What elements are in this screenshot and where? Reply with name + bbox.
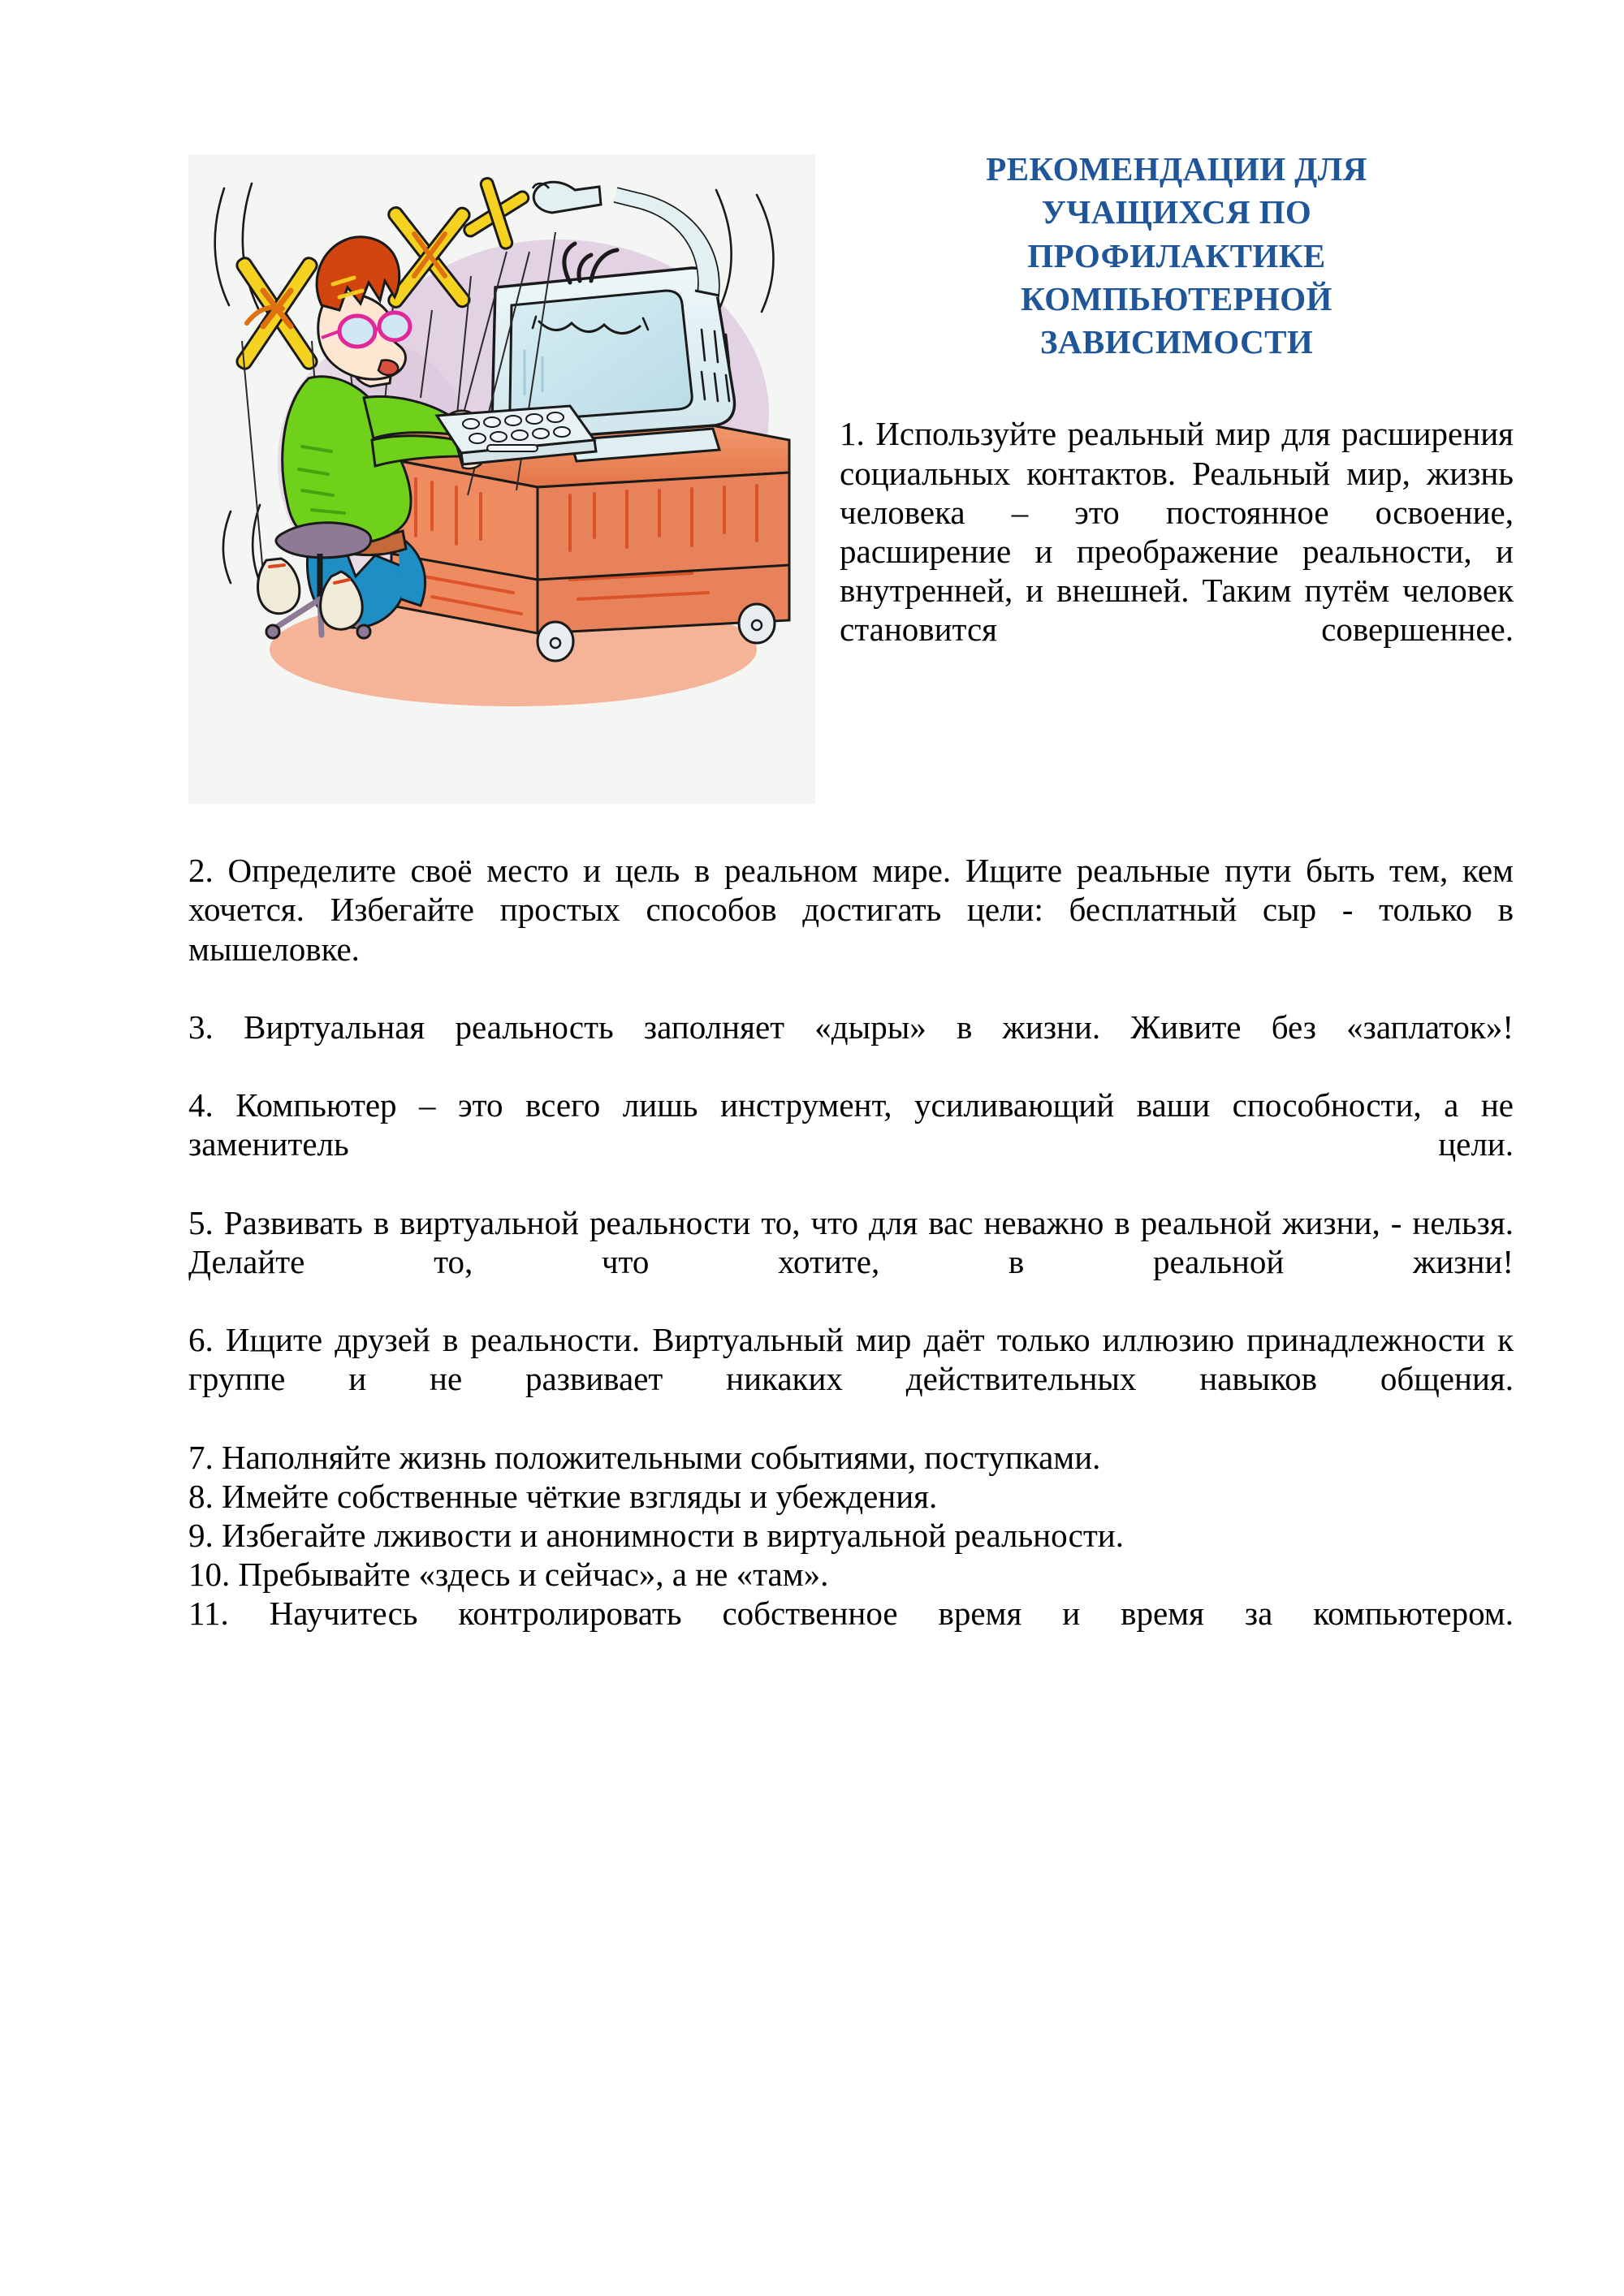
illustration-boy-marionette-at-computer	[188, 154, 815, 804]
recommendation-item: 6. Ищите друзей в реальности. Виртуальный мир даёт только иллюзию принадлежности к группе и не развивает никаких действительных навыков общения.	[188, 1321, 1514, 1398]
recommendation-item: 11. Научитесь контролировать собственное время и время за компьютером.	[188, 1595, 1514, 1633]
illustration-svg	[188, 154, 815, 804]
recommendation-item: 8. Имейте собственные чёткие взгляды и убеждения.	[188, 1477, 938, 1515]
title-line-4: КОМПЬЮТЕРНОЙ	[1021, 279, 1332, 317]
title-line-5: ЗАВИСИМОСТИ	[1039, 323, 1314, 361]
recommendation-item: 2. Определите своё место и цель в реальном мире. Ищите реальные пути быть тем, кем хочется. Избегайте простых способов достигать цели: бесплатный сыр - только в мышеловке.	[188, 852, 1514, 968]
recommendation-item: 5. Развивать в виртуальной реальности то, что для вас неважно в реальной жизни, - нельзя. Делайте то, что хотите, в реальной жизни!	[188, 1203, 1514, 1280]
recommendation-item: 4. Компьютер – это всего лишь инструмент, усиливающий ваши способности, а не заменитель цели.	[188, 1086, 1514, 1163]
page-content	[188, 145, 1514, 1672]
recommendation-item: 9. Избегайте лживости и анонимности в виртуальной реальности.	[188, 1517, 1124, 1555]
recommendation-item: 3. Виртуальная реальность заполняет «дыры» в жизни. Живите без «заплаток»!	[188, 1008, 1514, 1046]
title-line-1: РЕКОМЕНДАЦИИ ДЛЯ	[986, 150, 1367, 188]
title-line-2: УЧАЩИХСЯ ПО	[1041, 193, 1312, 231]
recommendation-item: 7. Наполняйте жизнь положительными событиями, поступками.	[188, 1438, 1101, 1476]
recommendation-item: 10. Пребывайте «здесь и сейчас», а не «там».	[188, 1556, 829, 1594]
title-line-3: ПРОФИЛАКТИКЕ	[1027, 236, 1326, 274]
recommendation-item: 1. Используйте реальный мир для расширения социальных контактов. Реальный мир, жизнь человека – это постоянное освоение, расширение и преображение реальности, и внутренней, и внешней. Таким путём человек становится совершеннее.	[840, 415, 1514, 649]
